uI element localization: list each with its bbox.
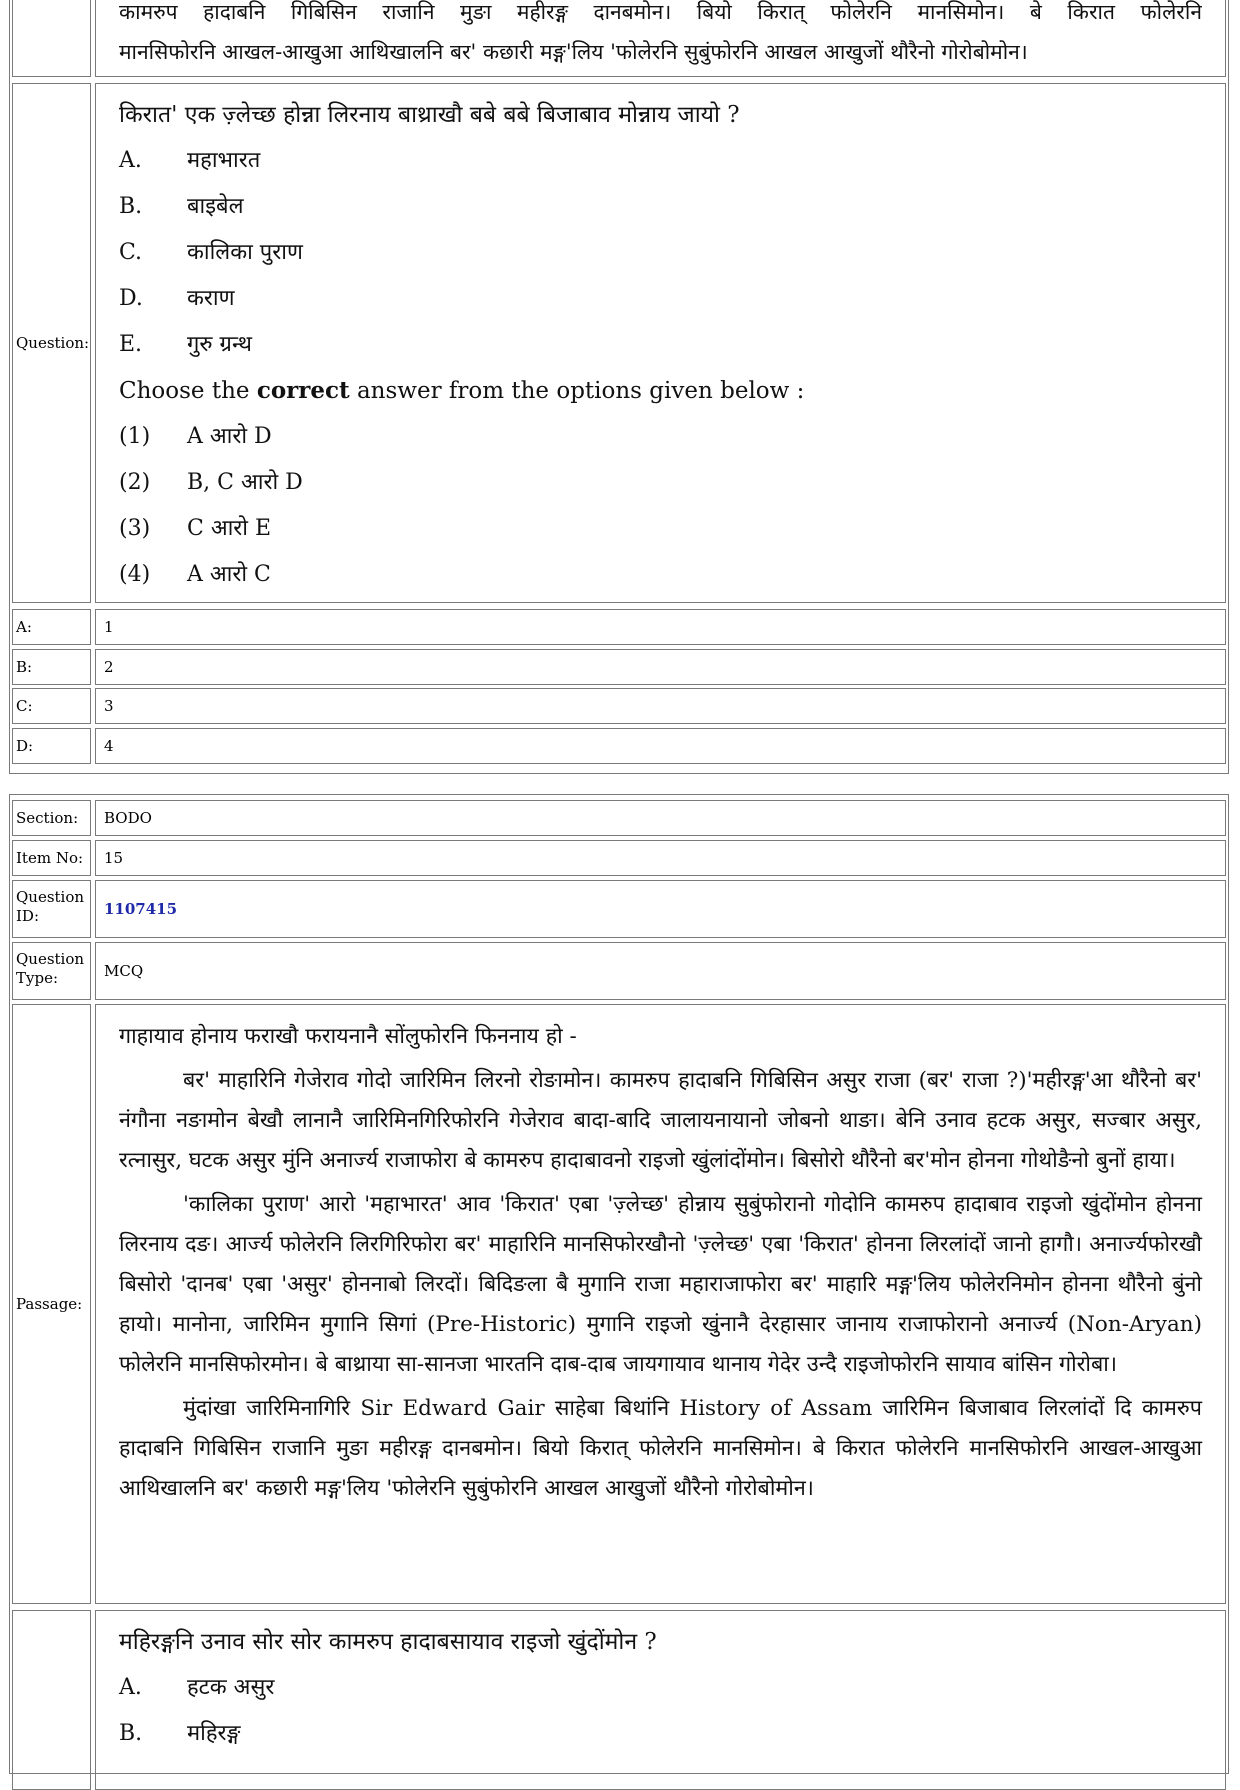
passage-row	[12, 1004, 1226, 1604]
answer-label: D:	[12, 728, 91, 764]
answer-choice: (2) B, C आरो D	[119, 470, 303, 495]
answer-label: B:	[12, 649, 91, 685]
answer-value: 3	[95, 688, 1226, 724]
passage-tail-cell	[95, 0, 1226, 77]
answer-label: C:	[12, 688, 91, 724]
answer-value: 1	[95, 609, 1226, 645]
passage-label: Passage:	[12, 1004, 91, 1604]
statement-item: C. कालिका पुराण	[119, 240, 303, 265]
question-type-value: MCQ	[95, 942, 1226, 1000]
section-row	[12, 800, 1226, 836]
answer-row-b	[12, 649, 1226, 685]
passage-cell	[95, 1004, 1226, 1604]
question-id-label: Question ID:	[12, 880, 91, 938]
item-table	[9, 794, 1229, 1774]
passage-paragraph-1: बर' माहारिनि गेजेराव गोदो जारिमिन लिरनो रोङामोन। कामरुप हादाबनि गिबिसिन असुर राजा (बर' राजा ?)'महीरङ्ग'आ थाैरैनो बर' नंगौना नङामोन बेखौ लानानै जारिमिनगिरिफोरनि गेजेराव बादा-बादि जालायनायानो जोबनो थाङा। बेनि उनाव हटक असुर, सज्बार असुर, रत्नासुर, घटक असुर मुंनि अनार्ज्य राजाफोरा बे कामरुप हादाबावनो राइजो खुंलांदोंमोन। बिसोरो थाैरैनो बर'मोन होनना गोथोङैनो बुनों हाया।	[119, 1068, 1202, 1173]
statement-item: B. महिरङ्ग	[119, 1721, 241, 1746]
passage-paragraph-2: 'कालिका पुराण' आरो 'महाभारत' आव 'किरात' एबा 'ज़्लेच्छ' होन्नाय सुबुंफोरानो गोदोनि कामरुप हादाबाव राइजो खुंदोंमोन होनना लिरनाय दङ। आर्ज्य फोलेरनि लिरगिरिफोरा बर' माहारिनि मानसिफोरखौनो 'ज़्लेच्छ' एबा 'किरात' होनना लिरलांदों जानो हागौ। अनार्ज्यफोरखौ बिसोरो 'दानब' एबा 'असुर' होननाबो लिरदों। बिदिङला बै मुगानि राजा महाराजाफोरा बर' माहारि मङ्ग'लिय फोलेरनिमोन होनना थाैरैनो बुंनो हायो। मानोना, जारिमिन मुगानि सिगां (Pre-Historic) मुगानि राइजो खुंनानै देरहासार जानाय राजाफोरानो अनार्ज्य (Non-Aryan) फोलेरनि मानसिफोरमोन। बे बाथ्राया सा-सानजा भारतनि दाब-दाब जायगायाव थानाय गेदेर उन्दै राइजोफोरनि सायाव बांसिन गोरोबा।	[119, 1192, 1202, 1377]
statement-item: D. कराण	[119, 286, 235, 311]
passage-tail-line-1: कामरुप हादाबनि गिबिसिन राजानि मुङा महीरङ्ग दानबमोन। बियो किरात् फोलेरनि मानसिमोन। बे किरात फोलेरनि	[119, 0, 1202, 24]
choose-instruction: Choose the correct answer from the options given below :	[119, 377, 805, 404]
passage-tail-row	[12, 0, 1226, 77]
question-type-label: Question Type:	[12, 942, 91, 1000]
passage-tail-label-cell	[12, 0, 91, 77]
statement-item: A. हटक असुर	[119, 1675, 275, 1700]
answer-choice: (1) A आरो D	[119, 424, 272, 449]
question-row	[12, 1610, 1226, 1790]
question-id-row	[12, 880, 1226, 938]
statement-item: B. बाइबेल	[119, 194, 244, 219]
item-no-label: Item No:	[12, 840, 91, 876]
answer-row-a	[12, 609, 1226, 645]
section-label: Section:	[12, 800, 91, 836]
question-text: महिरङ्गनि उनाव सोर सोर कामरुप हादाबसायाव राइजो खुंदोंमोन ?	[119, 1629, 657, 1655]
question-type-row	[12, 942, 1226, 1000]
answer-value: 4	[95, 728, 1226, 764]
answer-choice: (3) C आरो E	[119, 516, 272, 541]
question-cell	[95, 83, 1226, 603]
item-no-row	[12, 840, 1226, 876]
answer-value: 2	[95, 649, 1226, 685]
question-label-cell	[12, 1610, 91, 1790]
question-cell	[95, 1610, 1226, 1790]
question-id-value: 1107415	[95, 880, 1226, 938]
statement-item: A. महाभारत	[119, 148, 261, 173]
statement-item: E. गुरु ग्रन्थ	[119, 332, 252, 357]
passage-intro: गाहायाव होनाय फराखौ फरायनानै सोंलुफोरनि फिननाय हो -	[119, 1024, 577, 1049]
question-text: किरात' एक ज़्लेच्छ होन्ना लिरनाय बाथ्राखौ बबे बबे बिजाबाव मोन्नाय जायो ?	[119, 102, 740, 128]
passage-tail-line-2: मानसिफोरनि आखल-आखुआ आथिखालनि बर' कछारी मङ्ग'लिय 'फोलेरनि सुबुंफोरनि आखल आखुजों थाैरैनो गोरोबोमोन।	[119, 40, 1028, 64]
answer-choice: (4) A आरो C	[119, 562, 271, 587]
answer-row-d	[12, 728, 1226, 764]
section-value: BODO	[95, 800, 1226, 836]
previous-item-table	[9, 0, 1229, 774]
question-row	[12, 83, 1226, 603]
answer-row-c	[12, 688, 1226, 724]
item-no-value: 15	[95, 840, 1226, 876]
passage-paragraph-3: मुंदांखा जारिमिनागिरि Sir Edward Gair साहेबा बिथांनि History of Assam जारिमिन बिजाबाव लिरलांदों दि कामरुप हादाबनि गिबिसिन राजानि मुङा महीरङ्ग दानबमोन। बियो किरात् फोलेरनि मानसिमोन। बे किरात फोलेरनि मानसिफोरनि आखल-आखुआ आथिखालनि बर' कछारी मङ्ग'लिय 'फोलेरनि सुबुंफोरनि आखल आखुजों थाैरैनो गोरोबोमोन।	[119, 1396, 1202, 1501]
answer-label: A:	[12, 609, 91, 645]
question-label: Question:	[12, 83, 91, 603]
